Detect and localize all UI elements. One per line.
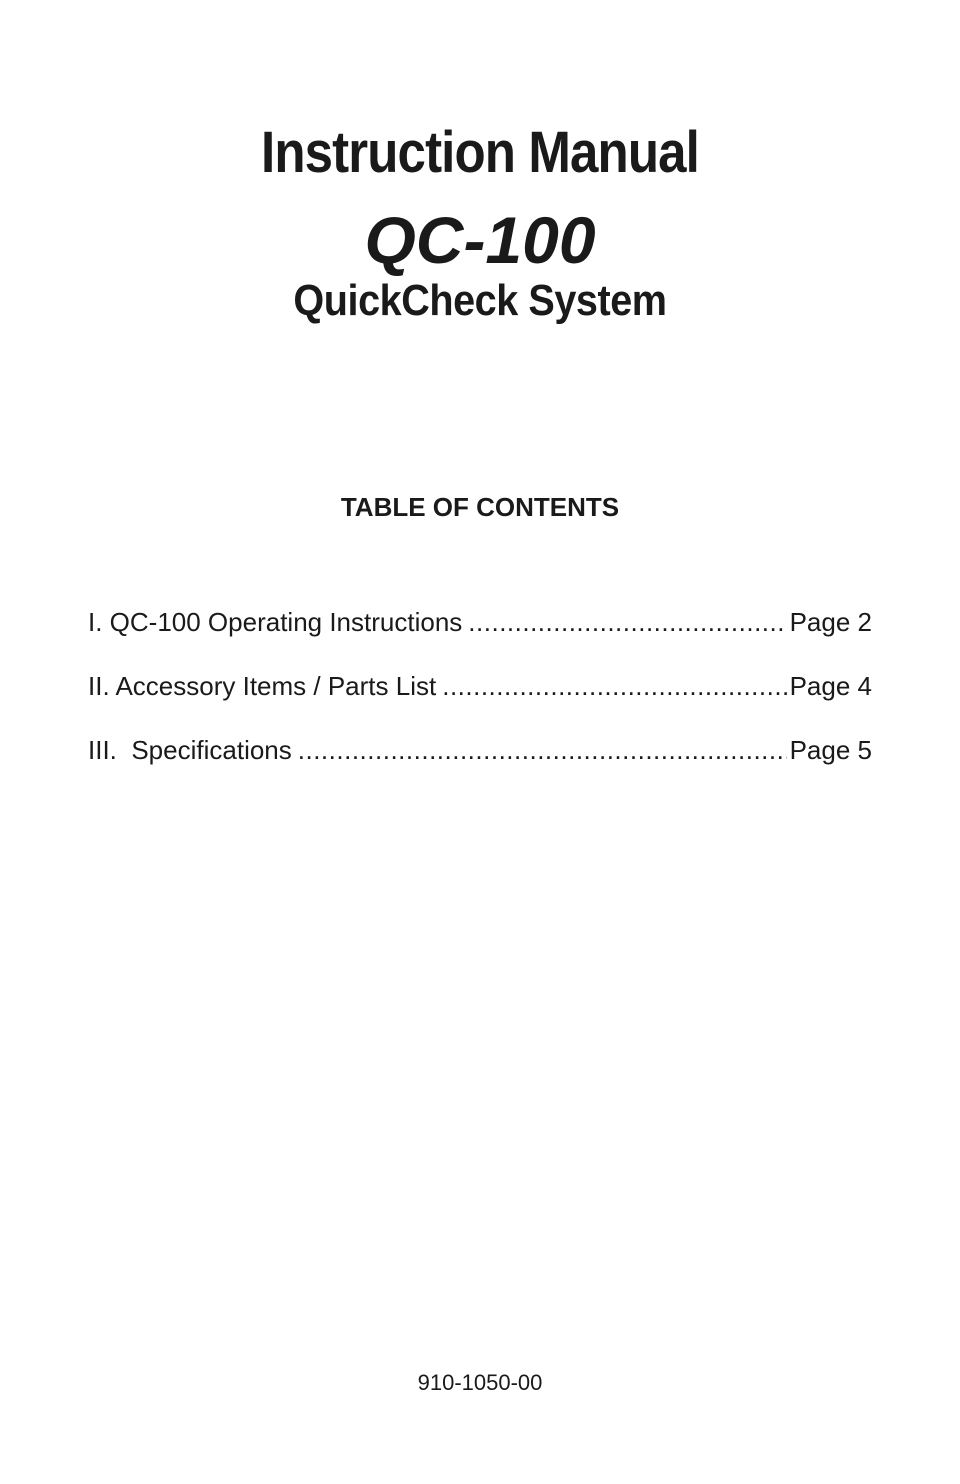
toc-entry-page: Page 5: [789, 735, 872, 765]
toc-entry-page: Page 2: [789, 607, 872, 637]
product-subtitle: QuickCheck System: [293, 276, 667, 325]
model-name: QC-100: [364, 203, 596, 277]
toc-entry-label: III. Specifications: [88, 735, 292, 765]
toc-heading: TABLE OF CONTENTS: [340, 492, 620, 522]
toc-dot-leader: [298, 732, 787, 768]
toc-list: [88, 604, 872, 796]
toc-entry-specifications: [88, 732, 872, 796]
toc-dot-leader: [442, 668, 786, 704]
toc-entry-label: I. QC-100 Operating Instructions: [88, 607, 463, 637]
document-number: 910-1050-00: [417, 1370, 543, 1395]
toc-dot-leader: [468, 604, 786, 640]
toc-entry-page: Page 4: [789, 671, 872, 701]
manual-title: Instruction Manual: [261, 120, 699, 185]
toc-entry-operating-instructions: [88, 604, 872, 668]
toc-entry-label: II. Accessory Items / Parts List: [88, 671, 437, 701]
toc-entry-parts-list: [88, 668, 872, 732]
